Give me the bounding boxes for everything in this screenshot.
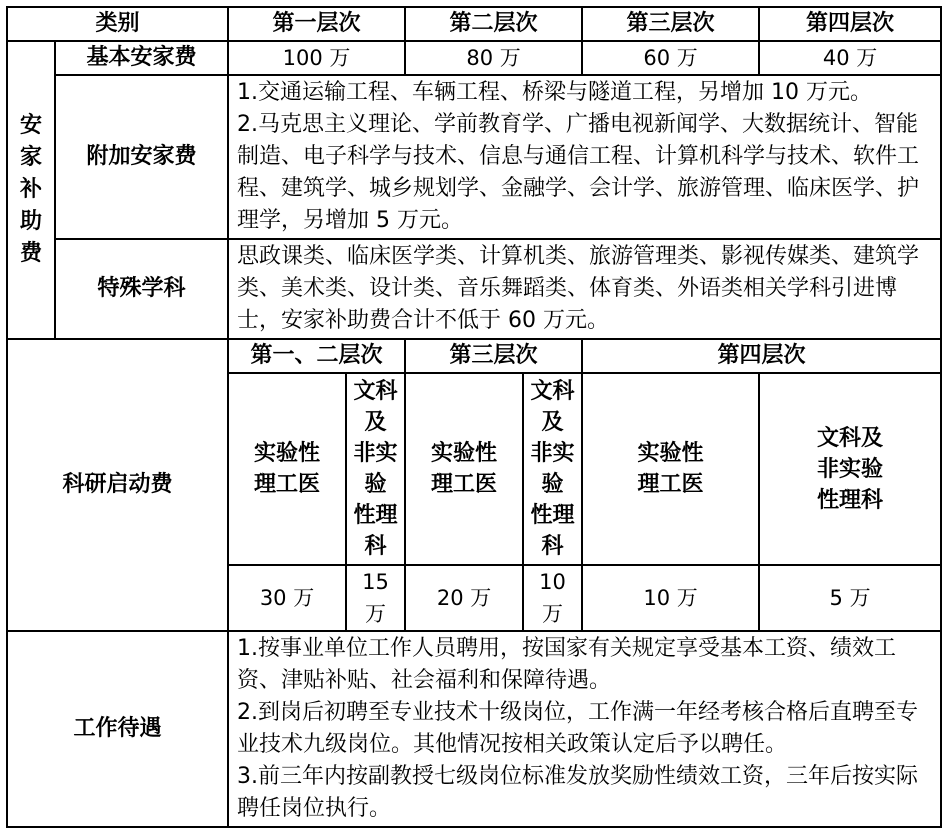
humanities-nonexperimental-header: 文科及 非实验 性理科 (523, 373, 582, 565)
level-3-header: 第三层次 (582, 7, 759, 41)
experimental-science-header: 实验性 理工医 (405, 373, 523, 565)
basic-fee-level-1: 100 万 (228, 41, 405, 75)
settle-char: 费 (19, 241, 42, 266)
settle-char: 助 (19, 209, 42, 234)
research-value: 10 万 (523, 565, 582, 631)
basic-fee-level-4: 40 万 (759, 41, 941, 75)
work-benefits-text (228, 631, 941, 827)
research-fee-label: 科研启动费 (7, 339, 228, 631)
experimental-science-header: 实验性 理工医 (582, 373, 759, 565)
research-value: 20 万 (405, 565, 523, 631)
level-4-header: 第四层次 (759, 7, 941, 41)
basic-fee-label: 基本安家费 (55, 41, 228, 75)
special-discipline-row (7, 239, 941, 339)
category-header: 类别 (7, 7, 228, 41)
research-level-4: 第四层次 (582, 339, 941, 373)
work-benefits-paragraph: 1.按事业单位工作人员聘用，按国家有关规定享受基本工资、绩效工资、津贴补贴、社会福利和保障待遇。 (237, 636, 897, 693)
additional-fee-paragraph: 2.马克思主义理论、学前教育学、广播电视新闻学、大数据统计、智能制造、电子科学与技术、信息与通信工程、计算机科学与技术、软件工程、建筑学、城乡规划学、金融学、会计学、旅游管理、临床医学、护理学，另增加 5 万元。 (237, 112, 920, 233)
work-benefits-paragraph: 3.前三年内按副教授七级岗位标准发放奖励性绩效工资，三年后按实际聘任岗位执行。 (237, 764, 919, 821)
work-benefits-label: 工作待遇 (7, 631, 228, 827)
experimental-science-header: 实验性 理工医 (228, 373, 346, 565)
research-level-1-2: 第一、二层次 (228, 339, 405, 373)
additional-fee-paragraph: 1.交通运输工程、车辆工程、桥梁与隧道工程，另增加 10 万元。 (237, 80, 872, 105)
research-value: 10 万 (582, 565, 759, 631)
settle-char: 补 (19, 177, 42, 202)
special-discipline-text: 思政课类、临床医学类、计算机类、旅游管理类、影视传媒类、建筑学类、美术类、设计类、音乐舞蹈类、体育类、外语类相关学科引进博士，安家补助费合计不低于 60 万元。 (228, 239, 941, 339)
special-discipline-label: 特殊学科 (55, 239, 228, 339)
research-level-3: 第三层次 (405, 339, 582, 373)
research-value: 5 万 (759, 565, 941, 631)
level-2-header: 第二层次 (405, 7, 582, 41)
header-row (7, 7, 941, 41)
additional-fee-text (228, 75, 941, 239)
settle-char: 家 (19, 145, 42, 170)
basic-fee-level-3: 60 万 (582, 41, 759, 75)
basic-fee-level-2: 80 万 (405, 41, 582, 75)
settle-subsidy-label (7, 41, 55, 339)
basic-fee-row (7, 41, 941, 75)
humanities-nonexperimental-header: 文科及 非实验 性理科 (759, 373, 941, 565)
research-levels-row (7, 339, 941, 373)
work-benefits-row (7, 631, 941, 827)
level-1-header: 第一层次 (228, 7, 405, 41)
additional-fee-label: 附加安家费 (55, 75, 228, 239)
research-value: 30 万 (228, 565, 346, 631)
additional-fee-row (7, 75, 941, 239)
talent-policy-table (6, 6, 942, 828)
settle-char: 安 (19, 113, 42, 138)
work-benefits-paragraph: 2.到岗后初聘至专业技术十级岗位，工作满一年经考核合格后直聘至专业技术九级岗位。其他情况按相关政策认定后予以聘任。 (237, 700, 919, 757)
humanities-nonexperimental-header: 文科及 非实验 性理科 (346, 373, 405, 565)
research-value: 15 万 (346, 565, 405, 631)
